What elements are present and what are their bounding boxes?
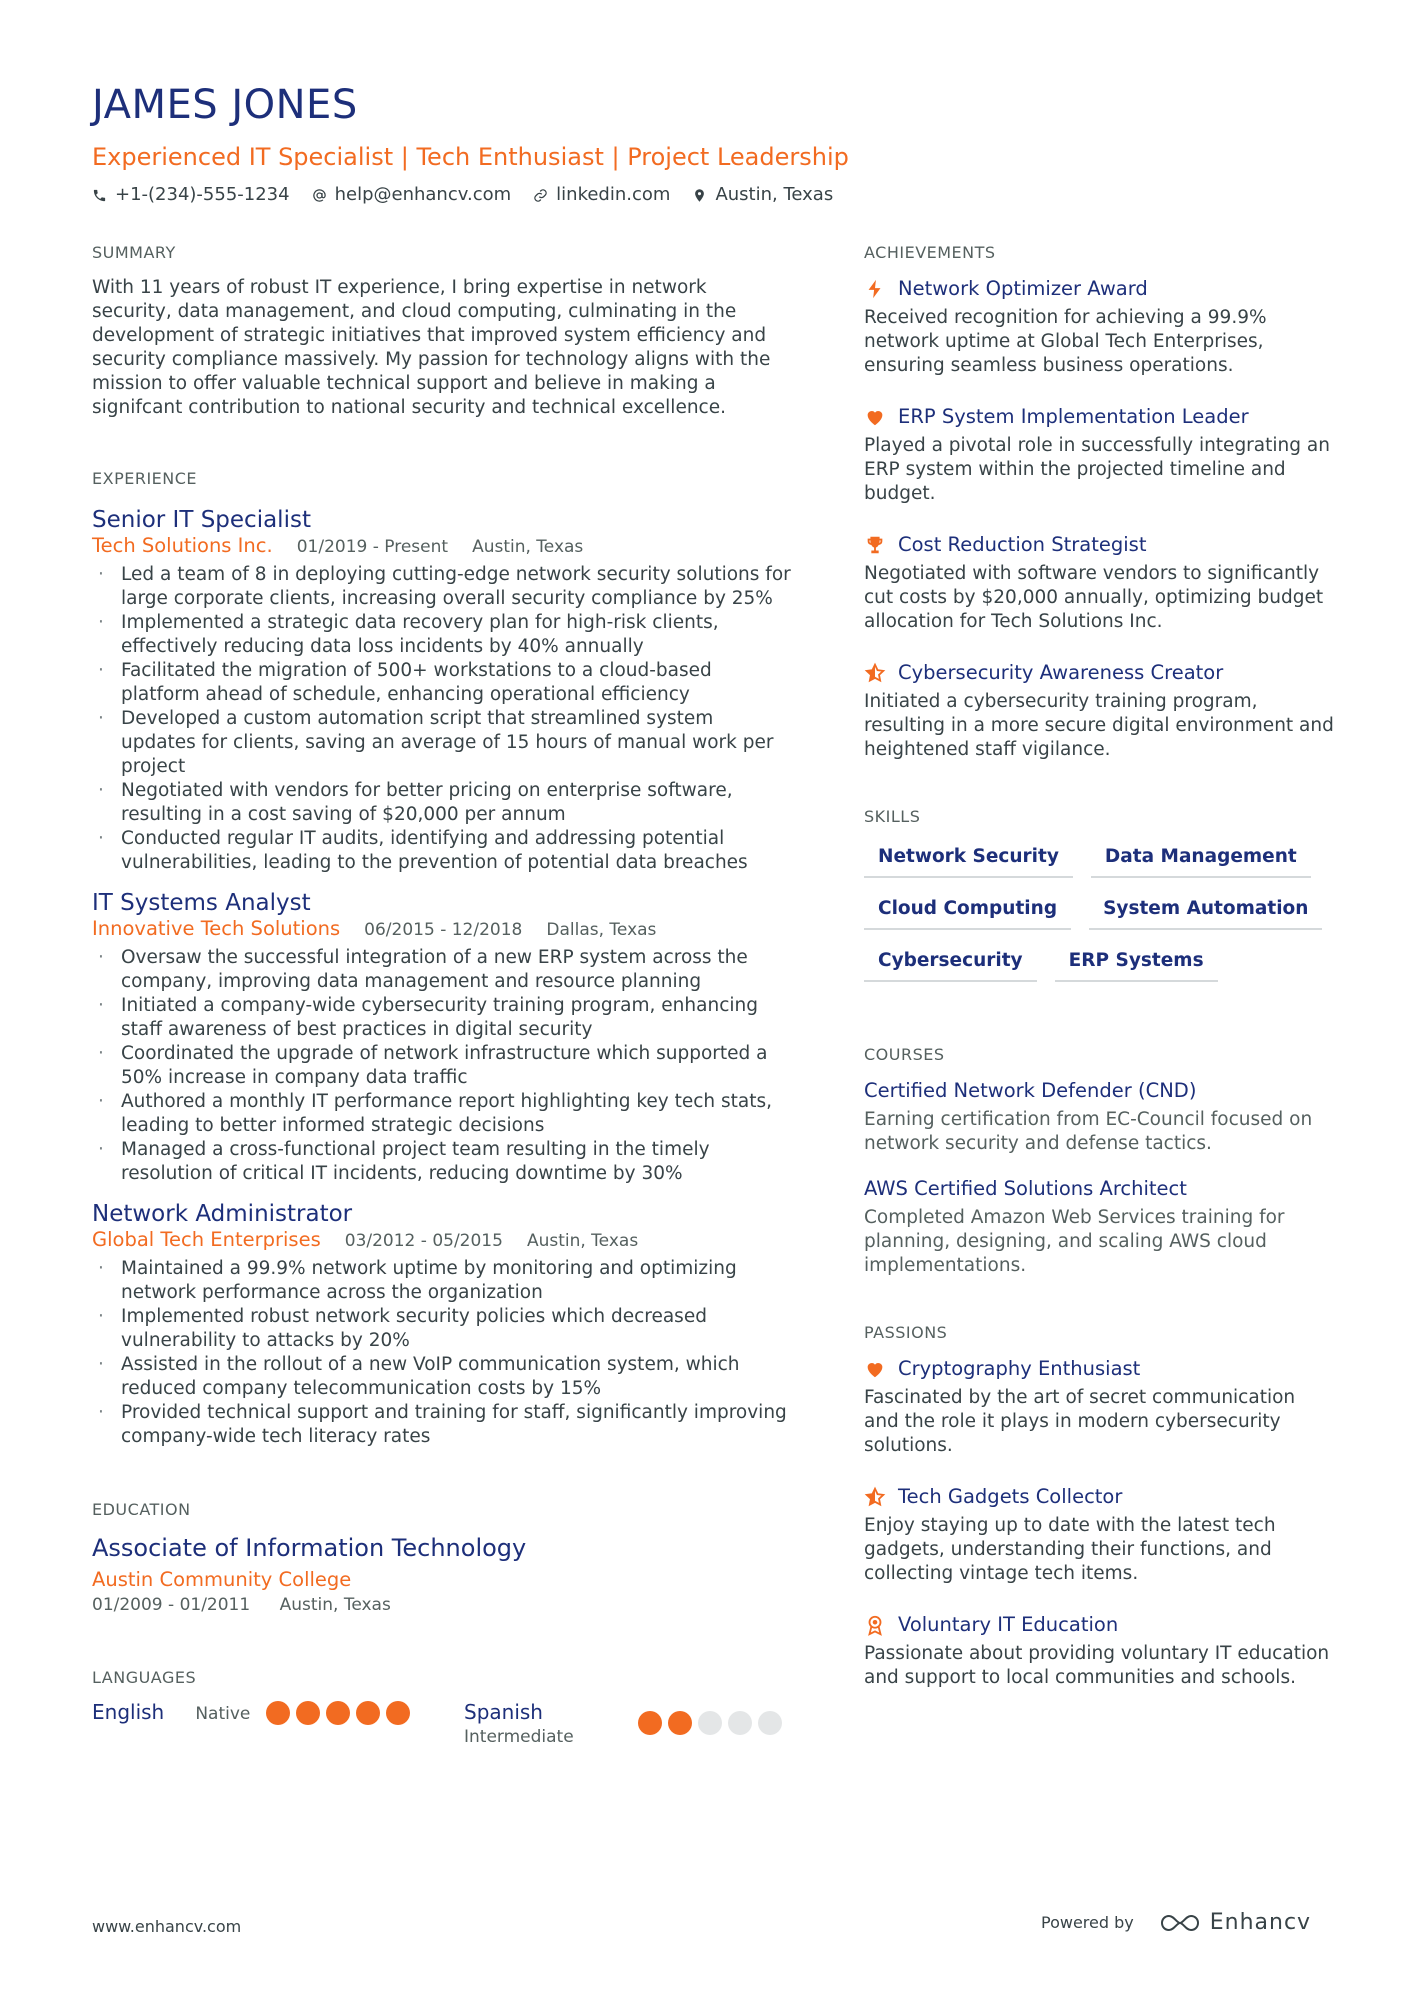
- star-icon: [864, 1486, 886, 1508]
- heart-icon: [864, 406, 886, 428]
- education-dates: 01/2009 - 01/2011: [92, 1595, 251, 1615]
- rating-dot-filled: [386, 1701, 410, 1725]
- section-title-skills: SKILLS: [864, 807, 921, 826]
- degree-title: Associate of Information Technology: [92, 1534, 527, 1562]
- section-title-summary: SUMMARY: [92, 243, 176, 262]
- passion-title: Cryptography Enthusiast: [898, 1357, 1141, 1380]
- job-title: Senior IT Specialist: [92, 507, 311, 533]
- section-title-languages: LANGUAGES: [92, 1668, 197, 1687]
- skill-tag: System Automation: [1089, 894, 1322, 930]
- achievement-title: Cybersecurity Awareness Creator: [898, 661, 1224, 684]
- achievement-item: [864, 404, 1334, 506]
- achievements-section: [864, 242, 1334, 762]
- passion-desc: Passionate about providing voluntary IT education and support to local communities and schools.: [864, 1643, 1330, 1688]
- achievement-desc: Played a pivotal role in successfully integrating an ERP system within the projected timeline and budget.: [864, 435, 1330, 504]
- language-level: Intermediate: [464, 1727, 574, 1747]
- section-title-achievements: ACHIEVEMENTS: [864, 243, 996, 262]
- rating-dot-filled: [668, 1711, 692, 1735]
- rating-dot-filled: [326, 1701, 350, 1725]
- at-icon: [312, 188, 327, 203]
- brand-name: Enhancv: [1209, 1910, 1312, 1935]
- contact-location: [692, 182, 833, 208]
- bullet-item: · Led a team of 8 in deploying cutting-edge network security solutions for large corporate clients, increasing overall security compliance by 25%: [92, 563, 792, 611]
- award-icon: [864, 1614, 886, 1636]
- achievement-title: Cost Reduction Strategist: [898, 533, 1147, 556]
- achievement-item: [864, 532, 1334, 634]
- courses-section: [864, 1044, 1334, 1278]
- skill-tag: ERP Systems: [1055, 946, 1218, 982]
- languages-section: [92, 1667, 792, 1759]
- bullet-item: · Initiated a company-wide cybersecurity training program, enhancing staff awareness of best practices in digital security: [92, 994, 792, 1042]
- company-name: Tech Solutions Inc.: [92, 534, 273, 557]
- course-item: [864, 1078, 1334, 1156]
- link-icon: [533, 188, 548, 203]
- achievement-desc: Initiated a cybersecurity training program, resulting in a more secure digital environment and heightened staff vigilance.: [864, 691, 1334, 760]
- skill-tag: Cybersecurity: [864, 946, 1037, 982]
- contact-phone: [92, 182, 290, 208]
- job-meta: [92, 917, 792, 942]
- course-item: [864, 1176, 1334, 1278]
- passion-item: [864, 1484, 1334, 1586]
- bullet-item: · Maintained a 99.9% network uptime by monitoring and optimizing network performance across the organization: [92, 1257, 792, 1305]
- achievement-desc: Received recognition for achieving a 99.9% network uptime at Global Tech Enterprises, ensuring seamless business operations.: [864, 307, 1267, 376]
- skill-tag: Network Security: [864, 842, 1073, 878]
- experience-section: [92, 468, 792, 1449]
- bullet-item: · Facilitated the migration of 500+ workstations to a cloud-based platform ahead of schedule, enhancing operational efficiency: [92, 659, 792, 707]
- achievement-title: ERP System Implementation Leader: [898, 405, 1249, 428]
- section-title-experience: EXPERIENCE: [92, 469, 198, 488]
- rating-dot-empty: [758, 1711, 782, 1735]
- school-name: Austin Community College: [92, 1568, 352, 1591]
- job-location: Austin, Texas: [472, 537, 584, 557]
- bullet-item: · Coordinated the upgrade of network infrastructure which supported a 50% increase in company data traffic: [92, 1042, 792, 1090]
- course-title: Certified Network Defender (CND): [864, 1079, 1197, 1102]
- job-entry: [92, 506, 792, 875]
- passion-item: [864, 1356, 1334, 1458]
- language-entry: [92, 1699, 250, 1726]
- language-name: Spanish: [464, 1700, 543, 1724]
- passions-section: [864, 1322, 1334, 1690]
- skills-section: [864, 806, 1334, 982]
- phone-icon: [92, 188, 107, 203]
- achievement-desc: Negotiated with software vendors to significantly cut costs by $20,000 annually, optimizing budget allocation for Tech Solutions Inc.: [864, 563, 1324, 632]
- job-bullets: [92, 946, 792, 1186]
- job-meta: [92, 534, 792, 559]
- lightning-icon: [864, 278, 886, 300]
- section-title-passions: PASSIONS: [864, 1323, 948, 1342]
- contact-bar: [92, 182, 1322, 208]
- language-rating: [638, 1711, 782, 1735]
- job-dates: 06/2015 - 12/2018: [364, 920, 523, 940]
- skill-tag: Data Management: [1091, 842, 1311, 878]
- contact-linkedin[interactable]: [533, 182, 670, 208]
- job-meta: [92, 1228, 792, 1253]
- company-name: Global Tech Enterprises: [92, 1228, 321, 1251]
- course-title: AWS Certified Solutions Architect: [864, 1177, 1187, 1200]
- contact-email[interactable]: [312, 182, 512, 208]
- job-entry: [92, 889, 792, 1186]
- bullet-item: · Conducted regular IT audits, identifying and addressing potential vulnerabilities, leading to the prevention of potential data breaches: [92, 827, 792, 875]
- bullet-item: · Assisted in the rollout of a new VoIP communication system, which reduced company telecommunication costs by 15%: [92, 1353, 792, 1401]
- job-dates: 01/2019 - Present: [296, 537, 449, 557]
- bullet-item: · Implemented a strategic data recovery plan for high-risk clients, effectively reducing data loss incidents by 40% annually: [92, 611, 792, 659]
- star-icon: [864, 662, 886, 684]
- left-column: [92, 242, 792, 1759]
- job-title: Network Administrator: [92, 1201, 353, 1227]
- passion-title: Voluntary IT Education: [898, 1613, 1119, 1636]
- summary-text: With 11 years of robust IT experience, I bring expertise in network security, data management, and cloud computing, culminating in the development of strategic initiatives that improved system efficiency and security compliance massively. My passion for technology aligns with the mission to offer valuable technical support and believe in making a signifcant contribution to national security and technical excellence.: [92, 277, 771, 418]
- section-title-education: EDUCATION: [92, 1500, 191, 1519]
- section-title-courses: COURSES: [864, 1045, 945, 1064]
- candidate-name: JAMES JONES: [92, 82, 358, 128]
- footer-branding: [1041, 1910, 1311, 1935]
- summary-section: [92, 242, 792, 420]
- education-location: Austin, Texas: [279, 1595, 391, 1615]
- bullet-item: · Provided technical support and training for staff, significantly improving company-wide tech literacy rates: [92, 1401, 792, 1449]
- phone-text: +1-(234)-555-1234: [115, 184, 290, 205]
- achievement-item: [864, 660, 1334, 762]
- job-location: Dallas, Texas: [546, 920, 657, 940]
- language-name: English: [92, 1700, 165, 1724]
- brand-logo[interactable]: [1158, 1910, 1311, 1935]
- heart-icon: [864, 1358, 886, 1380]
- skills-list: [864, 842, 1324, 982]
- achievement-title: Network Optimizer Award: [898, 277, 1148, 300]
- course-desc: Completed Amazon Web Services training for planning, designing, and scaling AWS cloud implementations.: [864, 1207, 1285, 1276]
- linkedin-text[interactable]: linkedin.com: [556, 184, 671, 205]
- footer-website[interactable]: www.enhancv.com: [92, 1917, 242, 1936]
- rating-dot-filled: [638, 1711, 662, 1735]
- infinity-logo-icon: [1158, 1912, 1202, 1934]
- language-entry: [464, 1699, 574, 1749]
- job-bullets: [92, 1257, 792, 1449]
- languages-list: [92, 1699, 792, 1759]
- job-title: IT Systems Analyst: [92, 890, 311, 916]
- job-bullets: [92, 563, 792, 875]
- job-entry: [92, 1200, 792, 1449]
- bullet-item: · Implemented robust network security policies which decreased vulnerability to attacks by 20%: [92, 1305, 792, 1353]
- trophy-icon: [864, 534, 886, 556]
- passion-title: Tech Gadgets Collector: [898, 1485, 1123, 1508]
- bullet-item: · Developed a custom automation script that streamlined system updates for clients, saving an average of 15 hours of manual work per project: [92, 707, 792, 779]
- course-desc: Earning certification from EC-Council focused on network security and defense tactics.: [864, 1109, 1313, 1154]
- passion-desc: Enjoy staying up to date with the latest tech gadgets, understanding their functions, and collecting vintage tech items.: [864, 1515, 1276, 1584]
- passion-item: [864, 1612, 1334, 1690]
- education-section: [92, 1499, 792, 1617]
- achievement-item: [864, 276, 1334, 378]
- right-column: [864, 242, 1334, 1716]
- company-name: Innovative Tech Solutions: [92, 917, 341, 940]
- education-meta: [92, 1593, 792, 1617]
- skill-tag: Cloud Computing: [864, 894, 1071, 930]
- language-rating: [266, 1701, 410, 1725]
- language-level: Native: [195, 1704, 251, 1724]
- job-location: Austin, Texas: [526, 1231, 639, 1251]
- bullet-item: · Authored a monthly IT performance report highlighting key tech stats, leading to better informed strategic decisions: [92, 1090, 792, 1138]
- rating-dot-filled: [356, 1701, 380, 1725]
- rating-dot-empty: [728, 1711, 752, 1735]
- email-text[interactable]: help@enhancv.com: [334, 184, 512, 205]
- passion-desc: Fascinated by the art of secret communication and the role it plays in modern cybersecurity solutions.: [864, 1387, 1296, 1456]
- rating-dot-filled: [266, 1701, 290, 1725]
- headline: Experienced IT Specialist | Tech Enthusiast | Project Leadership: [92, 143, 849, 171]
- location-text: Austin, Texas: [715, 184, 834, 205]
- bullet-item: · Oversaw the successful integration of a new ERP system across the company, improving data management and resource planning: [92, 946, 792, 994]
- rating-dot-empty: [698, 1711, 722, 1735]
- location-pin-icon: [692, 188, 707, 203]
- resume-header: [92, 82, 1322, 208]
- bullet-item: · Managed a cross-functional project team resulting in the timely resolution of critical IT incidents, reducing downtime by 30%: [92, 1138, 792, 1186]
- bullet-item: · Negotiated with vendors for better pricing on enterprise software, resulting in a cost saving of $20,000 per annum: [92, 779, 792, 827]
- job-dates: 03/2012 - 05/2015: [344, 1231, 503, 1251]
- powered-by-label: Powered by: [1041, 1913, 1134, 1932]
- rating-dot-filled: [296, 1701, 320, 1725]
